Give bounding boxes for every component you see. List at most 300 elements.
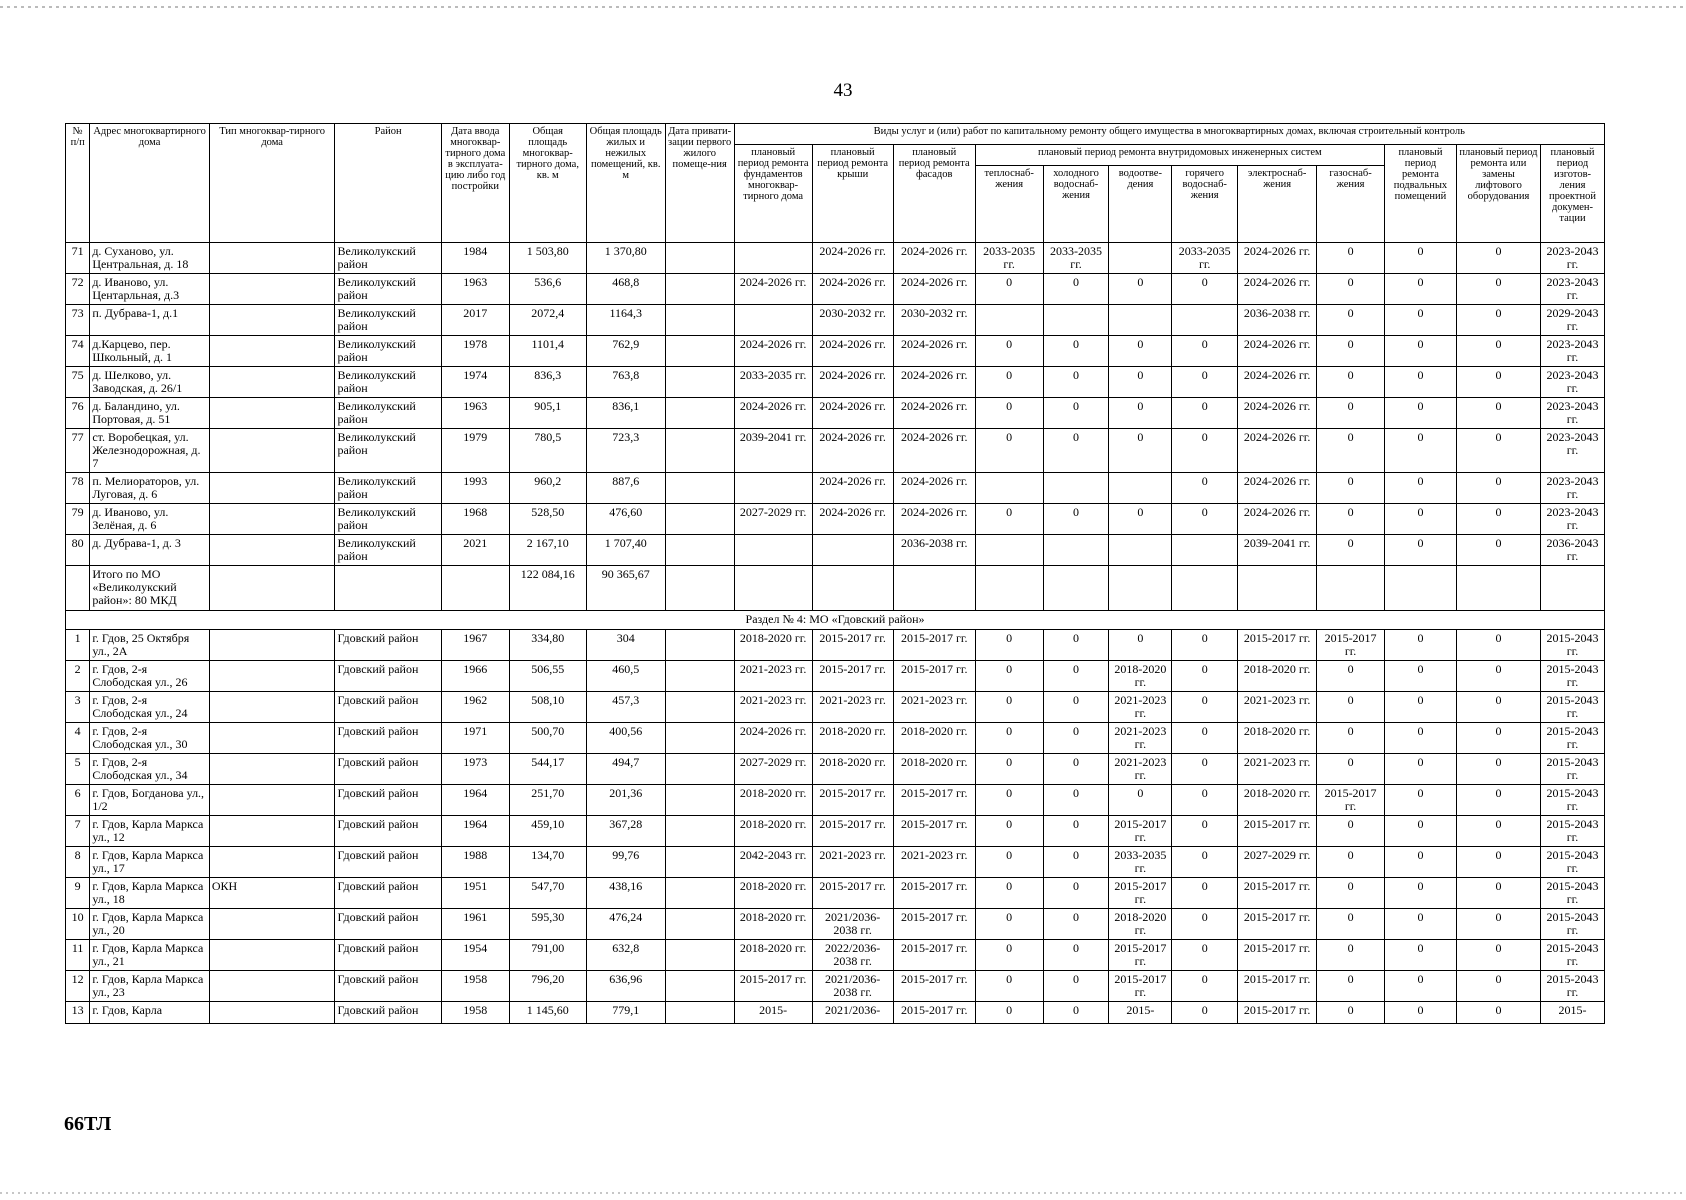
cell-house-type bbox=[209, 473, 335, 504]
cell-facade-period: 2021-2023 гг. bbox=[893, 847, 975, 878]
cell-address: г. Гдов, 25 Октября ул., 2А bbox=[90, 630, 210, 661]
cell-gas-period: 0 bbox=[1317, 661, 1385, 692]
cell-heat-period: 0 bbox=[975, 723, 1043, 754]
header-hot-water: горячего водоснаб-жения bbox=[1172, 166, 1238, 243]
cell-gas-period: 0 bbox=[1317, 816, 1385, 847]
cell-foundation-period: 2021-2023 гг. bbox=[734, 692, 812, 723]
cell-heat-period: 0 bbox=[975, 847, 1043, 878]
cell-total-area: 960,2 bbox=[509, 473, 586, 504]
cell-project-period: 2029-2043 гг. bbox=[1541, 305, 1605, 336]
cell-row-number: 78 bbox=[66, 473, 90, 504]
cell-foundation-period: 2042-2043 гг. bbox=[734, 847, 812, 878]
cell-house-type bbox=[209, 305, 335, 336]
cell-district: Гдовский район bbox=[335, 723, 441, 754]
cell-district: Гдовский район bbox=[335, 692, 441, 723]
cell-electricity-period: 2024-2026 гг. bbox=[1238, 367, 1317, 398]
cell-project-period: 2015-2043 гг. bbox=[1541, 754, 1605, 785]
cell-cold-water-period: 0 bbox=[1043, 847, 1109, 878]
cell-basement-period: 0 bbox=[1385, 816, 1457, 847]
cell-total-area: 796,20 bbox=[509, 971, 586, 1002]
cell-address: д. Иваново, ул. Зелёная, д. 6 bbox=[90, 504, 210, 535]
cell-privatization-date bbox=[665, 504, 734, 535]
cell-foundation-period: 2018-2020 гг. bbox=[734, 940, 812, 971]
header-drainage: водоотве-дения bbox=[1109, 166, 1172, 243]
cell-basement-period: 0 bbox=[1385, 274, 1457, 305]
cell-basement-period: 0 bbox=[1385, 630, 1457, 661]
cell-foundation-period: 2024-2026 гг. bbox=[734, 336, 812, 367]
cell-privatization-date bbox=[665, 847, 734, 878]
cell-house-type bbox=[209, 816, 335, 847]
cell-total-area: 528,50 bbox=[509, 504, 586, 535]
cell-hot-water-period: 0 bbox=[1172, 661, 1238, 692]
table-row bbox=[66, 504, 1605, 535]
cell-hot-water-period: 0 bbox=[1172, 367, 1238, 398]
cell-living-area: 400,56 bbox=[586, 723, 665, 754]
cell-gas-period: 0 bbox=[1317, 940, 1385, 971]
cell-district: Гдовский район bbox=[335, 909, 441, 940]
cell-living-area: 367,28 bbox=[586, 816, 665, 847]
cell-facade-period: 2015-2017 гг. bbox=[893, 940, 975, 971]
cell-year-built: 1962 bbox=[441, 692, 509, 723]
cell-foundation-period: 2015-2017 гг. bbox=[734, 971, 812, 1002]
cell-foundation-period: 2039-2041 гг. bbox=[734, 429, 812, 473]
cell-foundation-period bbox=[734, 473, 812, 504]
cell-project-period: 2023-2043 гг. bbox=[1541, 429, 1605, 473]
cell-row-number: 11 bbox=[66, 940, 90, 971]
cell-facade-period: 2015-2017 гг. bbox=[893, 971, 975, 1002]
sheet-code: 66ТЛ bbox=[64, 1113, 112, 1135]
cell-address: г. Гдов, Карла bbox=[90, 1002, 210, 1024]
cell-roof-period: 2015-2017 гг. bbox=[812, 878, 893, 909]
cell-facade-period: 2024-2026 гг. bbox=[893, 429, 975, 473]
cell-drainage-period bbox=[1109, 473, 1172, 504]
cell-year-built: 1967 bbox=[441, 630, 509, 661]
header-living-area: Общая площадь жилых и нежилых помещений, кв. м bbox=[586, 124, 665, 243]
cell-lift-period: 0 bbox=[1456, 243, 1540, 274]
cell-address: г. Гдов, Карла Маркса ул., 12 bbox=[90, 816, 210, 847]
cell-basement-period: 0 bbox=[1385, 971, 1457, 1002]
cell-total-area: 547,70 bbox=[509, 878, 586, 909]
cell-facade-period: 2018-2020 гг. bbox=[893, 723, 975, 754]
cell-roof-period: 2021/2036- bbox=[812, 1002, 893, 1024]
cell-cold-water-period: 0 bbox=[1043, 630, 1109, 661]
cell-facade-period: 2024-2026 гг. bbox=[893, 274, 975, 305]
cell-drainage-period: 2015-2017 гг. bbox=[1109, 816, 1172, 847]
cell-hot-water-period: 0 bbox=[1172, 816, 1238, 847]
cell-heat-period: 0 bbox=[975, 940, 1043, 971]
cell-district: Великолукский район bbox=[335, 367, 441, 398]
cell-roof-period: 2021/2036-2038 гг. bbox=[812, 971, 893, 1002]
cell-hot-water-period: 0 bbox=[1172, 692, 1238, 723]
cell-total-area: 544,17 bbox=[509, 754, 586, 785]
cell-address: г. Гдов, Богданова ул., 1/2 bbox=[90, 785, 210, 816]
table-row bbox=[66, 429, 1605, 473]
cell-privatization-date bbox=[665, 398, 734, 429]
cell-row-number: 5 bbox=[66, 754, 90, 785]
cell-drainage-period: 2018-2020 гг. bbox=[1109, 909, 1172, 940]
cell-project-period: 2015-2043 гг. bbox=[1541, 878, 1605, 909]
cell-living-area: 887,6 bbox=[586, 473, 665, 504]
cell-gas-period: 0 bbox=[1317, 1002, 1385, 1024]
cell-basement-period: 0 bbox=[1385, 473, 1457, 504]
cell-house-type bbox=[209, 909, 335, 940]
cell-electricity-period: 2018-2020 гг. bbox=[1238, 723, 1317, 754]
cell-electricity-period: 2024-2026 гг. bbox=[1238, 398, 1317, 429]
table-row bbox=[66, 940, 1605, 971]
cell-lift-period: 0 bbox=[1456, 692, 1540, 723]
cell-year-built: 2021 bbox=[441, 535, 509, 566]
cell-drainage-period: 0 bbox=[1109, 630, 1172, 661]
cell-row-number: 77 bbox=[66, 429, 90, 473]
cell-facade-period: 2024-2026 гг. bbox=[893, 243, 975, 274]
cell-basement-period: 0 bbox=[1385, 940, 1457, 971]
cell-row-number: 6 bbox=[66, 785, 90, 816]
cell-cold-water-period: 2033-2035 гг. bbox=[1043, 243, 1109, 274]
cell-district: Гдовский район bbox=[335, 754, 441, 785]
cell-address: г. Гдов, 2-я Слободская ул., 30 bbox=[90, 723, 210, 754]
cell-basement-period: 0 bbox=[1385, 692, 1457, 723]
cell-electricity-period: 2024-2026 гг. bbox=[1238, 336, 1317, 367]
cell-drainage-period: 0 bbox=[1109, 398, 1172, 429]
cell-drainage-period: 2015- bbox=[1109, 1002, 1172, 1024]
cell-year-built: 1978 bbox=[441, 336, 509, 367]
cell-house-type bbox=[209, 754, 335, 785]
cell-address: д. Шелково, ул. Заводская, д. 26/1 bbox=[90, 367, 210, 398]
rows-gdovsky bbox=[66, 630, 1605, 1024]
cell-roof-period: 2022/2036-2038 гг. bbox=[812, 940, 893, 971]
cell-cold-water-period: 0 bbox=[1043, 367, 1109, 398]
cell-living-area: 723,3 bbox=[586, 429, 665, 473]
cell-row-number: 76 bbox=[66, 398, 90, 429]
cell-heat-period: 0 bbox=[975, 274, 1043, 305]
cell-privatization-date bbox=[665, 816, 734, 847]
cell-electricity-period: 2015-2017 гг. bbox=[1238, 816, 1317, 847]
cell-lift-period: 0 bbox=[1456, 473, 1540, 504]
cell-cold-water-period: 0 bbox=[1043, 429, 1109, 473]
header-year: Дата ввода многоквар-тирного дома в эксплуата-цию либо год постройки bbox=[441, 124, 509, 243]
cell-heat-period: 0 bbox=[975, 1002, 1043, 1024]
table-row bbox=[66, 336, 1605, 367]
cell-cold-water-period: 0 bbox=[1043, 816, 1109, 847]
cell-address: д. Иваново, ул. Центарльная, д.3 bbox=[90, 274, 210, 305]
cell-total-area: 1101,4 bbox=[509, 336, 586, 367]
cell-total-area: 595,30 bbox=[509, 909, 586, 940]
cell-gas-period: 0 bbox=[1317, 473, 1385, 504]
cell-house-type bbox=[209, 785, 335, 816]
cell-house-type bbox=[209, 1002, 335, 1024]
cell-roof-period: 2024-2026 гг. bbox=[812, 243, 893, 274]
cell-district: Гдовский район bbox=[335, 878, 441, 909]
cell-cold-water-period: 0 bbox=[1043, 878, 1109, 909]
cell-total-area: 506,55 bbox=[509, 661, 586, 692]
header-roof: плановый период ремонта крыши bbox=[812, 145, 893, 243]
cell-lift-period: 0 bbox=[1456, 630, 1540, 661]
header-cold-water: холодного водоснаб-жения bbox=[1043, 166, 1109, 243]
cell-basement-period: 0 bbox=[1385, 367, 1457, 398]
cell-facade-period: 2015-2017 гг. bbox=[893, 1002, 975, 1024]
cell-district: Гдовский район bbox=[335, 785, 441, 816]
cell-basement-period: 0 bbox=[1385, 398, 1457, 429]
cell-total-area: 508,10 bbox=[509, 692, 586, 723]
cell-cold-water-period: 0 bbox=[1043, 504, 1109, 535]
header-foundation: плановый период ремонта фундаментов многоквар-тирного дома bbox=[734, 145, 812, 243]
cell-address: г. Гдов, Карла Маркса ул., 21 bbox=[90, 940, 210, 971]
total-area-sum: 122 084,16 bbox=[509, 566, 586, 611]
cell-hot-water-period: 0 bbox=[1172, 754, 1238, 785]
cell-gas-period: 0 bbox=[1317, 243, 1385, 274]
cell-total-area: 334,80 bbox=[509, 630, 586, 661]
cell-electricity-period: 2015-2017 гг. bbox=[1238, 909, 1317, 940]
table-row bbox=[66, 847, 1605, 878]
header-num: № п/п bbox=[66, 124, 90, 243]
cell-cold-water-period: 0 bbox=[1043, 785, 1109, 816]
table-row bbox=[66, 398, 1605, 429]
table-row bbox=[66, 535, 1605, 566]
cell-privatization-date bbox=[665, 1002, 734, 1024]
cell-heat-period: 0 bbox=[975, 429, 1043, 473]
cell-row-number: 1 bbox=[66, 630, 90, 661]
table-row bbox=[66, 367, 1605, 398]
cell-gas-period: 2015-2017 гг. bbox=[1317, 630, 1385, 661]
table-row bbox=[66, 305, 1605, 336]
cell-hot-water-period: 0 bbox=[1172, 473, 1238, 504]
cell-drainage-period: 2021-2023 гг. bbox=[1109, 723, 1172, 754]
cell-lift-period: 0 bbox=[1456, 367, 1540, 398]
cell-roof-period: 2021-2023 гг. bbox=[812, 847, 893, 878]
cell-hot-water-period: 0 bbox=[1172, 398, 1238, 429]
cell-basement-period: 0 bbox=[1385, 535, 1457, 566]
cell-cold-water-period: 0 bbox=[1043, 274, 1109, 305]
table-row bbox=[66, 909, 1605, 940]
cell-roof-period: 2030-2032 гг. bbox=[812, 305, 893, 336]
cell-year-built: 1964 bbox=[441, 785, 509, 816]
cell-row-number: 75 bbox=[66, 367, 90, 398]
cell-total-area: 1 503,80 bbox=[509, 243, 586, 274]
cell-drainage-period: 0 bbox=[1109, 274, 1172, 305]
cell-district: Гдовский район bbox=[335, 630, 441, 661]
cell-gas-period: 2015-2017 гг. bbox=[1317, 785, 1385, 816]
cell-cold-water-period: 0 bbox=[1043, 909, 1109, 940]
cell-row-number: 3 bbox=[66, 692, 90, 723]
cell-hot-water-period: 0 bbox=[1172, 971, 1238, 1002]
cell-project-period: 2023-2043 гг. bbox=[1541, 274, 1605, 305]
cell-house-type bbox=[209, 535, 335, 566]
cell-foundation-period: 2018-2020 гг. bbox=[734, 630, 812, 661]
cell-living-area: 476,60 bbox=[586, 504, 665, 535]
cell-district: Великолукский район bbox=[335, 398, 441, 429]
cell-living-area: 1164,3 bbox=[586, 305, 665, 336]
cell-year-built: 1963 bbox=[441, 274, 509, 305]
cell-row-number: 7 bbox=[66, 816, 90, 847]
cell-year-built: 1973 bbox=[441, 754, 509, 785]
cell-house-type bbox=[209, 630, 335, 661]
cell-heat-period: 0 bbox=[975, 785, 1043, 816]
cell-cold-water-period: 0 bbox=[1043, 940, 1109, 971]
cell-project-period: 2015-2043 гг. bbox=[1541, 630, 1605, 661]
cell-row-number: 73 bbox=[66, 305, 90, 336]
header-works-group: Виды услуг и (или) работ по капитальному ремонту общего имущества в многоквартирных домах, включая строительный контроль bbox=[734, 124, 1604, 145]
cell-total-area: 536,6 bbox=[509, 274, 586, 305]
cell-project-period: 2023-2043 гг. bbox=[1541, 336, 1605, 367]
cell-basement-period: 0 bbox=[1385, 785, 1457, 816]
cell-year-built: 1971 bbox=[441, 723, 509, 754]
cell-living-area: 632,8 bbox=[586, 940, 665, 971]
header-lift: плановый период ремонта или замены лифтового оборудования bbox=[1456, 145, 1540, 243]
cell-district: Гдовский район bbox=[335, 661, 441, 692]
cell-year-built: 1964 bbox=[441, 816, 509, 847]
cell-drainage-period: 2033-2035 гг. bbox=[1109, 847, 1172, 878]
cell-lift-period: 0 bbox=[1456, 535, 1540, 566]
cell-drainage-period: 2015-2017 гг. bbox=[1109, 940, 1172, 971]
cell-privatization-date bbox=[665, 940, 734, 971]
cell-project-period: 2023-2043 гг. bbox=[1541, 398, 1605, 429]
header-electricity: электроснаб-жения bbox=[1238, 166, 1317, 243]
cell-row-number: 71 bbox=[66, 243, 90, 274]
cell-hot-water-period: 0 bbox=[1172, 878, 1238, 909]
cell-facade-period: 2021-2023 гг. bbox=[893, 692, 975, 723]
cell-lift-period: 0 bbox=[1456, 909, 1540, 940]
cell-year-built: 1968 bbox=[441, 504, 509, 535]
cell-basement-period: 0 bbox=[1385, 909, 1457, 940]
table-row bbox=[66, 723, 1605, 754]
cell-privatization-date bbox=[665, 723, 734, 754]
cell-total-area: 134,70 bbox=[509, 847, 586, 878]
cell-heat-period: 0 bbox=[975, 661, 1043, 692]
cell-electricity-period: 2027-2029 гг. bbox=[1238, 847, 1317, 878]
cell-basement-period: 0 bbox=[1385, 429, 1457, 473]
cell-electricity-period: 2015-2017 гг. bbox=[1238, 630, 1317, 661]
cell-hot-water-period: 0 bbox=[1172, 909, 1238, 940]
cell-heat-period: 0 bbox=[975, 878, 1043, 909]
cell-drainage-period: 2021-2023 гг. bbox=[1109, 754, 1172, 785]
cell-basement-period: 0 bbox=[1385, 723, 1457, 754]
cell-privatization-date bbox=[665, 305, 734, 336]
cell-lift-period: 0 bbox=[1456, 661, 1540, 692]
cell-privatization-date bbox=[665, 367, 734, 398]
cell-project-period: 2015-2043 гг. bbox=[1541, 723, 1605, 754]
cell-foundation-period: 2027-2029 гг. bbox=[734, 504, 812, 535]
cell-total-area: 780,5 bbox=[509, 429, 586, 473]
cell-privatization-date bbox=[665, 971, 734, 1002]
cell-electricity-period: 2024-2026 гг. bbox=[1238, 429, 1317, 473]
table-row bbox=[66, 971, 1605, 1002]
cell-hot-water-period: 0 bbox=[1172, 723, 1238, 754]
cell-project-period: 2015-2043 гг. bbox=[1541, 909, 1605, 940]
cell-facade-period: 2015-2017 гг. bbox=[893, 816, 975, 847]
cell-house-type bbox=[209, 274, 335, 305]
cell-drainage-period bbox=[1109, 305, 1172, 336]
cell-electricity-period: 2036-2038 гг. bbox=[1238, 305, 1317, 336]
cell-address: г. Гдов, Карла Маркса ул., 20 bbox=[90, 909, 210, 940]
cell-row-number: 72 bbox=[66, 274, 90, 305]
cell-heat-period bbox=[975, 305, 1043, 336]
cell-project-period: 2015-2043 гг. bbox=[1541, 785, 1605, 816]
cell-living-area: 201,36 bbox=[586, 785, 665, 816]
cell-foundation-period: 2018-2020 гг. bbox=[734, 785, 812, 816]
cell-row-number: 9 bbox=[66, 878, 90, 909]
cell-address: д. Баландино, ул. Портовая, д. 51 bbox=[90, 398, 210, 429]
cell-gas-period: 0 bbox=[1317, 754, 1385, 785]
cell-address: д. Суханово, ул. Центральная, д. 18 bbox=[90, 243, 210, 274]
cell-facade-period: 2024-2026 гг. bbox=[893, 473, 975, 504]
cell-hot-water-period: 0 bbox=[1172, 429, 1238, 473]
cell-electricity-period: 2018-2020 гг. bbox=[1238, 661, 1317, 692]
cell-house-type bbox=[209, 971, 335, 1002]
cell-drainage-period: 0 bbox=[1109, 504, 1172, 535]
cell-hot-water-period: 0 bbox=[1172, 1002, 1238, 1024]
header-systems-group: плановый период ремонта внутридомовых инженерных систем bbox=[975, 145, 1384, 166]
cell-district: Гдовский район bbox=[335, 847, 441, 878]
header-heat: теплоснаб-жения bbox=[975, 166, 1043, 243]
cell-electricity-period: 2021-2023 гг. bbox=[1238, 692, 1317, 723]
cell-lift-period: 0 bbox=[1456, 971, 1540, 1002]
table-row bbox=[66, 816, 1605, 847]
cell-row-number: 79 bbox=[66, 504, 90, 535]
cell-lift-period: 0 bbox=[1456, 1002, 1540, 1024]
cell-row-number: 2 bbox=[66, 661, 90, 692]
cell-address: г. Гдов, Карла Маркса ул., 18 bbox=[90, 878, 210, 909]
cell-privatization-date bbox=[665, 243, 734, 274]
cell-gas-period: 0 bbox=[1317, 878, 1385, 909]
cell-gas-period: 0 bbox=[1317, 305, 1385, 336]
cell-year-built: 1958 bbox=[441, 1002, 509, 1024]
table-row bbox=[66, 661, 1605, 692]
cell-drainage-period: 0 bbox=[1109, 367, 1172, 398]
cell-year-built: 1961 bbox=[441, 909, 509, 940]
cell-lift-period: 0 bbox=[1456, 754, 1540, 785]
cell-cold-water-period bbox=[1043, 305, 1109, 336]
cell-project-period: 2015-2043 гг. bbox=[1541, 940, 1605, 971]
cell-address: г. Гдов, 2-я Слободская ул., 26 bbox=[90, 661, 210, 692]
cell-hot-water-period: 0 bbox=[1172, 630, 1238, 661]
cell-gas-period: 0 bbox=[1317, 429, 1385, 473]
cell-total-area: 905,1 bbox=[509, 398, 586, 429]
cell-facade-period: 2018-2020 гг. bbox=[893, 754, 975, 785]
cell-foundation-period: 2021-2023 гг. bbox=[734, 661, 812, 692]
cell-district: Гдовский район bbox=[335, 971, 441, 1002]
cell-facade-period: 2024-2026 гг. bbox=[893, 504, 975, 535]
cell-lift-period: 0 bbox=[1456, 940, 1540, 971]
cell-district: Великолукский район bbox=[335, 504, 441, 535]
cell-gas-period: 0 bbox=[1317, 692, 1385, 723]
cell-total-area: 1 145,60 bbox=[509, 1002, 586, 1024]
cell-hot-water-period: 2033-2035 гг. bbox=[1172, 243, 1238, 274]
cell-gas-period: 0 bbox=[1317, 367, 1385, 398]
total-row bbox=[66, 566, 1605, 611]
table-row bbox=[66, 274, 1605, 305]
cell-house-type bbox=[209, 661, 335, 692]
cell-drainage-period bbox=[1109, 535, 1172, 566]
cell-total-area: 791,00 bbox=[509, 940, 586, 971]
cell-drainage-period: 2021-2023 гг. bbox=[1109, 692, 1172, 723]
cell-foundation-period: 2027-2029 гг. bbox=[734, 754, 812, 785]
cell-heat-period bbox=[975, 535, 1043, 566]
cell-cold-water-period: 0 bbox=[1043, 398, 1109, 429]
cell-living-area: 304 bbox=[586, 630, 665, 661]
cell-project-period: 2015- bbox=[1541, 1002, 1605, 1024]
cell-hot-water-period: 0 bbox=[1172, 336, 1238, 367]
cell-house-type bbox=[209, 692, 335, 723]
cell-basement-period: 0 bbox=[1385, 504, 1457, 535]
cell-total-area: 836,3 bbox=[509, 367, 586, 398]
cell-roof-period: 2024-2026 гг. bbox=[812, 367, 893, 398]
cell-foundation-period bbox=[734, 305, 812, 336]
cell-hot-water-period: 0 bbox=[1172, 847, 1238, 878]
cell-basement-period: 0 bbox=[1385, 661, 1457, 692]
header-gas: газоснаб-жения bbox=[1317, 166, 1385, 243]
cell-foundation-period: 2024-2026 гг. bbox=[734, 398, 812, 429]
cell-year-built: 2017 bbox=[441, 305, 509, 336]
